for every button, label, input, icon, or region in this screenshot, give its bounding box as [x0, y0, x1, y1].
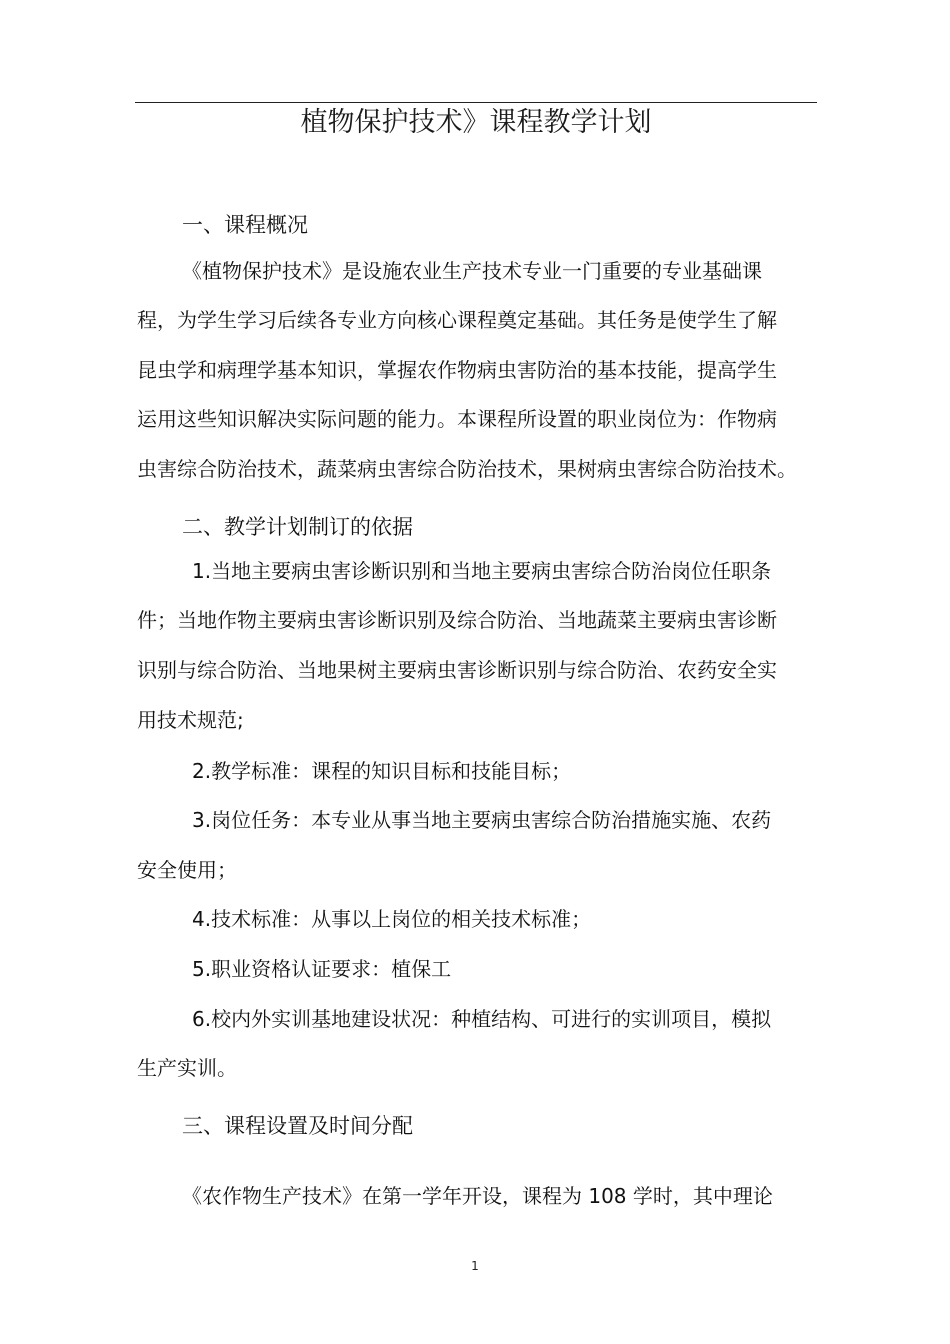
- paragraph-line: 《植物保护技术》是设施农业生产技术专业一门重要的专业基础课: [182, 259, 762, 283]
- section-heading-basis: 二、教学计划制订的依据: [182, 515, 413, 539]
- paragraph-line: 3.岗位任务：本专业从事当地主要病虫害综合防治措施实施、农药: [192, 808, 772, 832]
- paragraph-line: 4.技术标准：从事以上岗位的相关技术标准；: [192, 907, 592, 931]
- section-heading-schedule: 三、课程设置及时间分配: [182, 1114, 413, 1138]
- section-heading-overview: 一、课程概况: [182, 213, 308, 237]
- paragraph-line: 昆虫学和病理学基本知识，掌握农作物病虫害防治的基本技能，提高学生: [137, 358, 777, 382]
- paragraph-line: 生产实训。: [137, 1056, 237, 1080]
- paragraph-line: 用技术规范;: [137, 708, 244, 732]
- paragraph-line: 6.校内外实训基地建设状况：种植结构、可进行的实训项目，模拟: [192, 1007, 772, 1031]
- paragraph-line: 《农作物生产技术》在第一学年开设，课程为 108 学时，其中理论: [182, 1184, 773, 1208]
- paragraph-line: 5.职业资格认证要求：植保工: [192, 957, 452, 981]
- paragraph-line: 安全使用；: [137, 858, 237, 882]
- paragraph-line: 识别与综合防治、当地果树主要病虫害诊断识别与综合防治、农药安全实: [137, 658, 777, 682]
- paragraph-line: 程，为学生学习后续各专业方向核心课程奠定基础。其任务是使学生了解: [137, 308, 777, 332]
- paragraph-line: 件；当地作物主要病虫害诊断识别及综合防治、当地蔬菜主要病虫害诊断: [137, 608, 777, 632]
- document-title: 植物保护技术》课程教学计划: [300, 107, 652, 138]
- paragraph-line: 2.教学标准：课程的知识目标和技能目标；: [192, 759, 572, 783]
- header-rule: [135, 102, 817, 103]
- paragraph-line: 1.当地主要病虫害诊断识别和当地主要病虫害综合防治岗位任职条: [192, 559, 772, 583]
- page-number: 1: [471, 1259, 479, 1273]
- paragraph-line: 运用这些知识解决实际问题的能力。本课程所设置的职业岗位为：作物病: [137, 407, 777, 431]
- paragraph-line: 虫害综合防治技术，蔬菜病虫害综合防治技术，果树病虫害综合防治技术。: [137, 457, 797, 481]
